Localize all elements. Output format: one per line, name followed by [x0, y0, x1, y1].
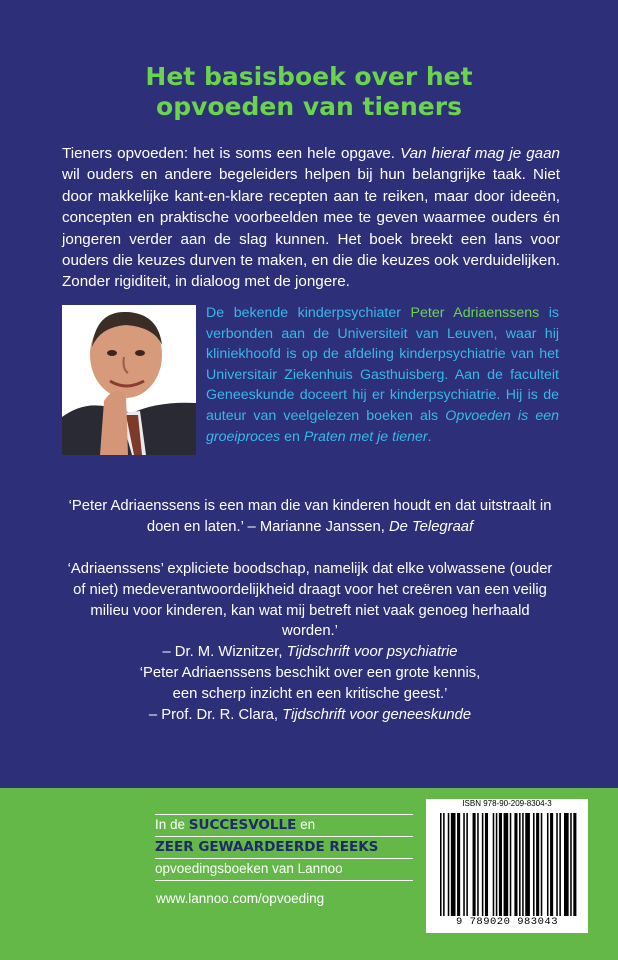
quote-2-source: Tijdschrift voor psychiatrie	[286, 644, 458, 661]
intro-book-title: Van hieraf mag je gaan	[400, 145, 560, 162]
barcode-bar	[550, 813, 553, 916]
quote-2-author: – Dr. M. Wiznitzer,	[162, 644, 287, 661]
author-photo	[62, 305, 196, 455]
bio-book-title-1: Opvoeden is een groeiproces	[206, 407, 559, 445]
barcode-bar	[493, 813, 495, 916]
bio-middle: is verbonden aan de Universiteit van Leuven, waar hij kliniekhoofd is op de afdeling kinderpsychiatrie van het Universitair Ziekenhuis Gasthuisberg. Aan de faculteit Geneeskunde doceert hij er kinderpsychiatrie. Hij is de auteur van veelgelezen boeken als	[206, 305, 560, 424]
quote-1-text: ‘Peter Adriaenssens is een man die van kinderen houdt en dat uitstraalt in doen en laten.’ – Marianne Janssen,	[68, 498, 552, 535]
bio-start: De bekende kinderpsychiater	[206, 305, 411, 321]
author-bio	[206, 303, 559, 447]
headline	[0, 62, 618, 122]
barcode-bar	[564, 813, 569, 916]
bio-book-title-2: Praten met je tiener	[303, 428, 428, 445]
barcode-bar	[519, 813, 521, 916]
barcode-bar	[510, 813, 512, 916]
series-line-2	[155, 836, 413, 858]
quote-3-line-1: ‘Peter Adriaenssens beschikt over een grote kennis,	[139, 665, 481, 681]
series-badge	[155, 814, 413, 880]
barcode-bar	[525, 813, 530, 916]
barcode-bar	[570, 813, 572, 916]
barcode-bar	[522, 813, 524, 916]
barcode-bar	[573, 813, 576, 916]
headline-line-1: Het basisboek over het	[145, 62, 473, 91]
barcode-bar	[496, 813, 498, 916]
series-rule-bottom	[155, 880, 413, 881]
quote-3-attribution	[62, 705, 558, 726]
website-link[interactable]: www.lannoo.com/opvoeding	[156, 891, 325, 906]
barcode-bar	[559, 813, 561, 916]
quote-3-author: – Prof. Dr. R. Clara,	[148, 706, 283, 723]
series-rule-top	[155, 814, 413, 815]
quote-3-line-2: een scherp inzicht en een kritische geest.’	[172, 685, 448, 702]
barcode-bar	[457, 813, 460, 916]
barcode-bar	[473, 813, 476, 916]
quote-1-source: De Telegraaf	[388, 518, 474, 535]
barcode-bar	[541, 813, 543, 916]
barcode-box	[426, 799, 588, 933]
quote-3	[62, 663, 558, 725]
isbn-label: ISBN 978-90-209-8304-3	[462, 799, 552, 808]
barcode-bar	[547, 813, 549, 916]
quote-1	[62, 496, 558, 538]
barcode-bar	[440, 813, 442, 916]
intro-rest: wil ouders en andere begeleiders helpen bij hun belangrijke taak. Niet door makkelijke kant-en-klare recepten aan te reiken, maar door ideeën, concepten en praktische voorbeelden mee te geven waarmee ouders én jongeren verder aan de slag kunnen. Het boek breekt een lans voor ouders die keuzes durven te maken, en die die keuzes ook verduidelijken. Zonder rigiditeit, in dialoog met de jongere.	[62, 166, 560, 291]
author-name: Peter Adriaenssens	[410, 305, 540, 321]
barcode-bar	[514, 813, 517, 916]
barcode-bar	[448, 813, 450, 916]
series-rule-2	[155, 858, 413, 859]
barcode-bar	[536, 813, 539, 916]
barcode-bar	[466, 813, 468, 916]
quote-2	[62, 559, 558, 663]
intro-paragraph	[62, 143, 560, 293]
bio-and: en	[280, 428, 304, 445]
series-highlight-2: ZEER GEWAARDEERDE REEKS	[155, 839, 379, 855]
barcode-bars	[426, 799, 588, 933]
quote-2-text: ‘Adriaenssens’ expliciete boodschap, namelijk dat elke volwassene (ouder of niet) medeverantwoordelijkheid draagt voor het creëren van een veilig milieu voor kinderen, kan wat mij betreft niet vaak genoeg herhaald worden.’	[67, 561, 553, 640]
barcode-bar	[463, 813, 465, 916]
barcode-bar	[482, 813, 484, 916]
barcode-bar	[485, 813, 488, 916]
series-suffix: en	[296, 817, 316, 832]
barcode-bar	[556, 813, 558, 916]
headline-line-2: opvoeden van tieners	[156, 92, 462, 121]
series-line-1	[155, 814, 413, 836]
intro-start: Tieners opvoeden: het is soms een hele opgave.	[62, 145, 401, 162]
barcode-digits: 9 789020 983043	[455, 916, 558, 928]
quote-3-source: Tijdschrift voor geneeskunde	[282, 706, 472, 723]
series-line-3: opvoedingsboeken van Lannoo	[155, 861, 343, 876]
series-prefix: In de	[155, 817, 189, 832]
barcode-bar	[504, 813, 509, 916]
barcode-bar	[499, 813, 502, 916]
bio-end: .	[427, 428, 432, 445]
barcode-bar	[443, 813, 445, 916]
barcode-bar	[451, 813, 456, 916]
series-rule-1	[155, 836, 413, 837]
barcode-bar	[533, 813, 535, 916]
series-highlight-1: SUCCESVOLLE	[188, 817, 297, 833]
barcode-bar	[477, 813, 479, 916]
author-photo-image	[62, 305, 196, 455]
